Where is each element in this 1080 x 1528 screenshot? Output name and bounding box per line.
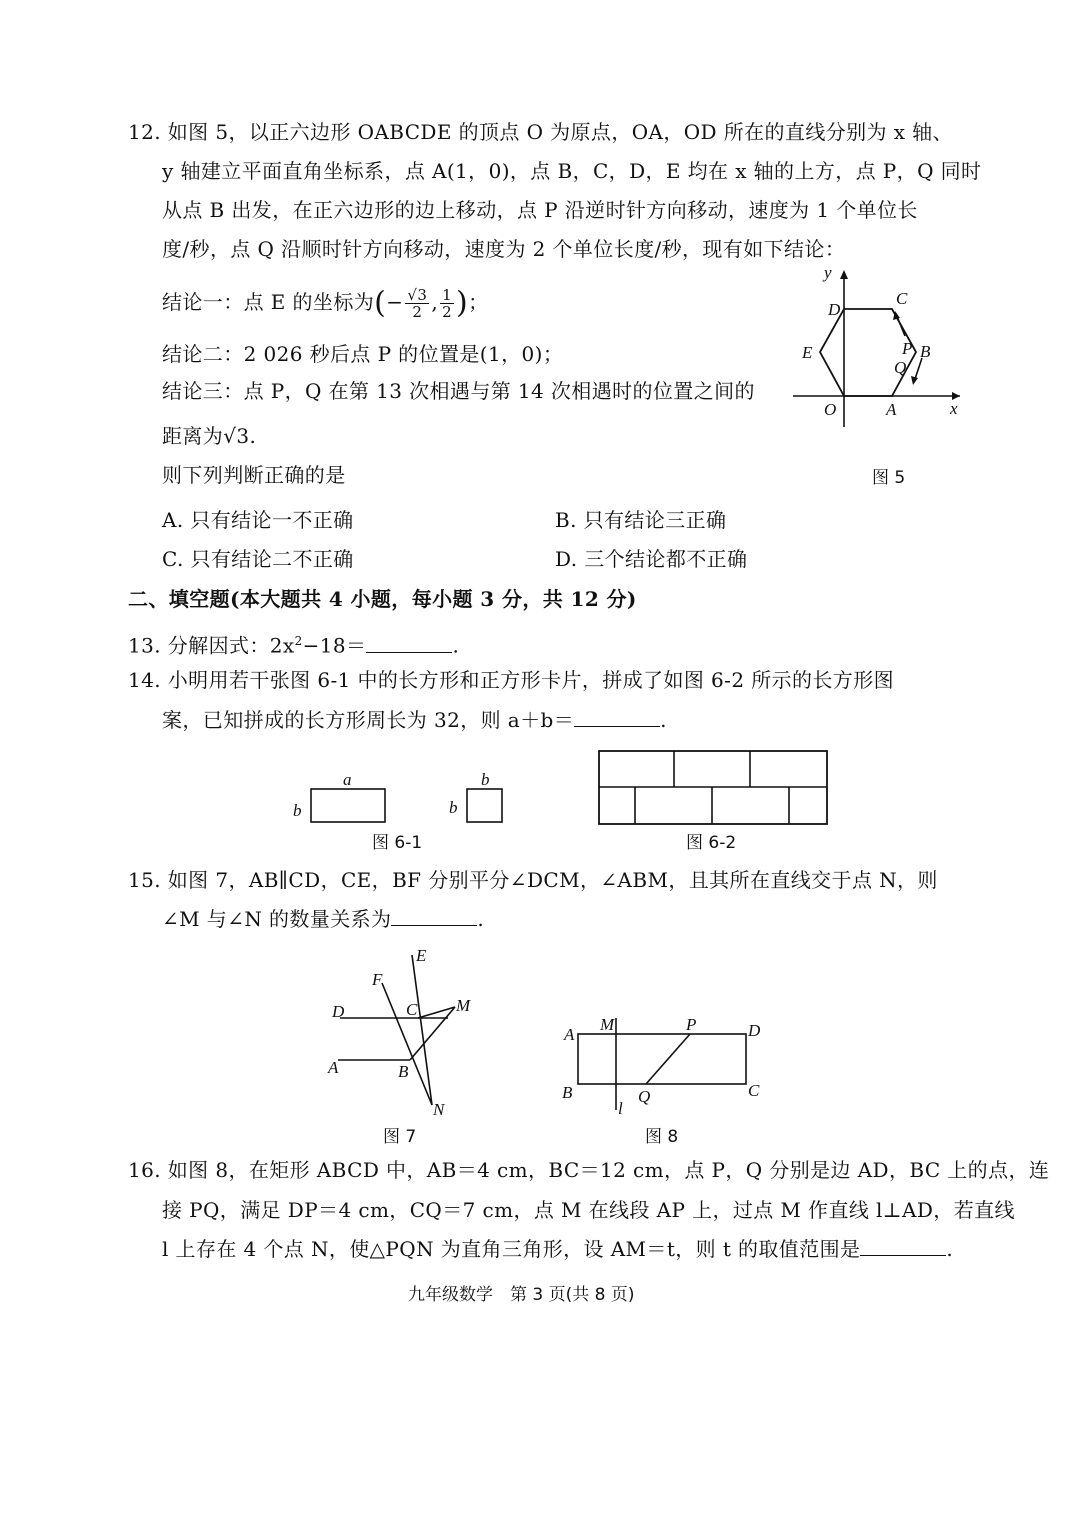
- label-c: C: [406, 1000, 418, 1019]
- open-paren: (: [374, 285, 387, 321]
- figure-6-1-caption: 图 6-1: [372, 833, 423, 853]
- e-y-denominator: 2: [442, 303, 453, 321]
- e-x-numerator: √3: [407, 286, 428, 304]
- q12-line-2: y 轴建立平面直角坐标系，点 A(1，0)，点 B，C，D，E 均在 x 轴的上方，点 P，Q 同时: [162, 159, 982, 183]
- label-b-square-side: b: [449, 798, 458, 817]
- q14-answer-blank: [574, 708, 660, 727]
- figure-6-2: [595, 748, 831, 828]
- q12-conclusion-2: 结论二：2 026 秒后点 P 的位置是(1，0)；: [162, 342, 564, 366]
- label-e: E: [416, 946, 427, 965]
- label-a: a: [343, 770, 352, 789]
- label-f: F: [372, 970, 383, 989]
- rectangle-abcd: [578, 1034, 746, 1084]
- q12-ask: 则下列判断正确的是: [162, 463, 346, 487]
- label-b: B: [398, 1062, 409, 1081]
- label-n: N: [433, 1100, 445, 1119]
- figure-6-2-caption: 图 6-2: [686, 833, 737, 853]
- e-x-denominator: 2: [412, 303, 423, 321]
- q16-line-2: 接 PQ，满足 DP＝4 cm，CQ＝7 cm，点 M 在线段 AP 上，过点 M 作直线 l⊥AD，若直线: [162, 1198, 1015, 1222]
- label-q: Q: [894, 358, 907, 377]
- q16-end: .: [946, 1237, 954, 1261]
- label-p: P: [686, 1015, 697, 1034]
- q16-line-3: [162, 1235, 953, 1263]
- label-x: x: [950, 399, 958, 418]
- q14-line-2: [162, 706, 667, 734]
- conclusion-1-end: ；: [468, 290, 489, 314]
- label-a: A: [564, 1025, 575, 1044]
- q12-line-4: 度/秒，点 Q 沿顺时针方向移动，速度为 2 个单位长度/秒，现有如下结论：: [162, 237, 846, 261]
- q12-option-a: A. 只有结论一不正确: [162, 508, 354, 532]
- q13-end: .: [452, 633, 460, 658]
- figure-8: [560, 1010, 770, 1120]
- label-b-square-top: b: [481, 770, 490, 789]
- q14-end: .: [660, 708, 667, 732]
- e-x-sign: −: [386, 290, 404, 314]
- q12-line-3: 从点 B 出发，在正六边形的边上移动，点 P 沿逆时针方向移动，速度为 1 个单位长: [162, 198, 918, 222]
- label-e: E: [802, 343, 813, 362]
- q12-conclusion-1: 结论一：点 E 的坐标为(− $\frac{√3}{2}$ , $\frac{1}{2}$ )；: [162, 285, 489, 321]
- label-m: M: [456, 996, 471, 1015]
- figure-5-caption: 图 5: [872, 468, 906, 488]
- figure-7-caption: 图 7: [383, 1127, 417, 1147]
- close-paren: ): [456, 285, 469, 321]
- q13-answer-blank: [366, 634, 452, 653]
- figure-6-1: [285, 768, 515, 828]
- label-o: O: [824, 400, 837, 419]
- q12-option-c: C. 只有结论二不正确: [162, 547, 354, 571]
- label-c: C: [748, 1081, 760, 1100]
- label-b: B: [920, 342, 931, 361]
- y-axis-arrow: [840, 270, 848, 279]
- q12-option-b: B. 只有结论三正确: [555, 508, 727, 532]
- page-footer: 九年级数学 第 3 页(共 8 页): [408, 1285, 635, 1305]
- segment-pq: [646, 1034, 690, 1084]
- q13-exponent: 2: [294, 634, 303, 648]
- q12-conclusion-3b: 距离为√3.: [162, 424, 257, 448]
- q16-answer-blank: [860, 1237, 946, 1256]
- q15-line-2: [162, 905, 484, 933]
- q15-line-2-text: ∠M 与∠N 的数量关系为: [162, 907, 392, 931]
- label-b-rect: b: [293, 801, 302, 820]
- q16-line-3-text: l 上存在 4 个点 N，使△PQN 为直角三角形，设 AM＝t，则 t 的取值范围是: [162, 1237, 861, 1261]
- e-x-fraction: [405, 287, 429, 320]
- q13-rest: −18＝: [302, 633, 367, 658]
- q14-line-2-text: 案，已知拼成的长方形周长为 32，则 a＋b＝: [162, 708, 575, 732]
- label-m: M: [600, 1015, 615, 1034]
- section-2-heading: 二、填空题(本大题共 4 小题，每小题 3 分，共 12 分): [128, 587, 637, 611]
- q12-option-d: D. 三个结论都不正确: [555, 547, 748, 571]
- label-d: D: [332, 1002, 345, 1021]
- square-card: [467, 789, 502, 822]
- label-y: y: [824, 263, 832, 282]
- label-a: A: [886, 400, 897, 419]
- q13-text: 13. 分解因式：2x: [128, 633, 295, 658]
- conclusion-1-text: 结论一：点 E 的坐标为: [162, 290, 375, 314]
- q12-conclusion-3a: 结论三：点 P，Q 在第 13 次相遇与第 14 次相遇时的位置之间的: [162, 379, 755, 403]
- q15-line-1: 15. 如图 7，AB∥CD，CE，BF 分别平分∠DCM，∠ABM，且其所在直线交于点 N，则: [128, 868, 938, 892]
- label-b: B: [562, 1083, 573, 1102]
- e-y-numerator: 1: [442, 286, 453, 304]
- q15-end: .: [477, 907, 485, 931]
- q16-line-1: 16. 如图 8，在矩形 ABCD 中，AB＝4 cm，BC＝12 cm，点 P，Q 分别是边 AD，BC 上的点，连: [128, 1158, 1050, 1182]
- label-q: Q: [638, 1087, 651, 1106]
- figure-8-caption: 图 8: [645, 1127, 679, 1147]
- label-p: P: [902, 339, 913, 358]
- q-arrowhead: [911, 376, 918, 385]
- q15-answer-blank: [391, 907, 477, 926]
- label-d: D: [748, 1021, 761, 1040]
- q12-line-1: 12. 如图 5，以正六边形 OABCDE 的顶点 O 为原点，OA，OD 所在的直线分别为 x 轴、: [128, 120, 953, 144]
- label-c: C: [896, 289, 908, 308]
- figure-7: [320, 945, 490, 1120]
- figure-5-hexagon: [788, 262, 968, 432]
- q14-line-1: 14. 小明用若干张图 6-1 中的长方形和正方形卡片，拼成了如图 6-2 所示的长方形图: [128, 668, 895, 692]
- label-l: l: [618, 1099, 623, 1118]
- label-a: A: [328, 1058, 339, 1077]
- rectangle-card: [311, 789, 385, 822]
- label-d: D: [828, 300, 841, 319]
- q13: [128, 627, 459, 660]
- e-y-fraction: [440, 287, 454, 320]
